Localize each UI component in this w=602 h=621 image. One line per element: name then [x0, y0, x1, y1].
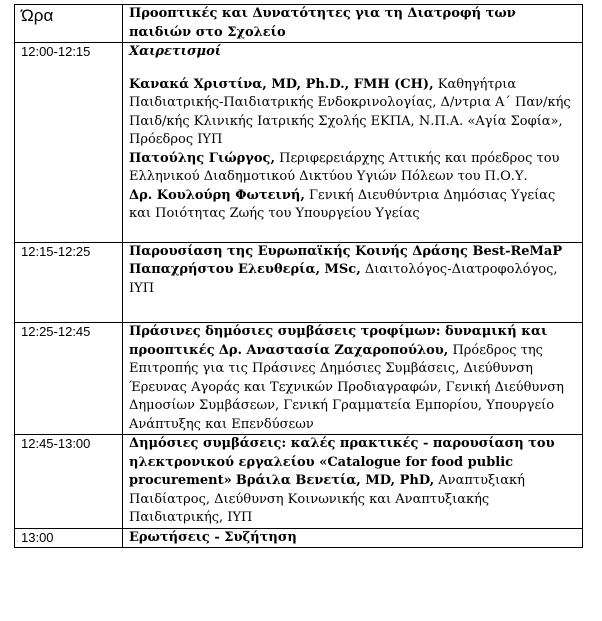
- content-cell: [123, 528, 583, 548]
- speaker-name: Δρ. Κουλούρη Φωτεινή,: [129, 187, 305, 203]
- speaker-entry: [129, 261, 578, 322]
- content-cell: [123, 43, 583, 243]
- content-cell: [123, 323, 583, 435]
- item-title: Δημόσιες συμβάσεις: καλές πρακτικές - παρουσίαση του ηλεκτρονικού εργαλείου «Catalogue for food public procurement»: [129, 436, 555, 488]
- item-title: Χαιρετισμοί: [129, 44, 222, 59]
- item-title: Παρουσίαση της Ευρωπαϊκής Κοινής Δράσης Best-ReMaP: [129, 243, 563, 259]
- session-title: [123, 5, 583, 43]
- speaker-entry: [129, 76, 578, 150]
- table-row: [15, 323, 583, 435]
- speaker-name: Κανακά Χριστίνα, MD, Ph.D., FMH (CH),: [129, 76, 434, 92]
- speaker-entry: [129, 187, 578, 242]
- item-entry: [129, 435, 578, 528]
- speaker-name: Παπαχρήστου Ελευθερία, MSc,: [129, 262, 361, 277]
- table-row: [15, 43, 583, 243]
- speaker-entry: [129, 150, 578, 187]
- speaker-role: Καθηγήτρια Παιδιατρικής-Παιδιατρικής Ενδοκρινολογίας, Δ/ντρια Α΄ Παν/κής Παιδ/κής Κλινικής Ιατρικής Σχολής ΕΚΠΑ, Ν.Π.Α. «Αγία Σοφία», Πρόεδρος ΙΥΠ: [129, 76, 571, 147]
- program-page: [14, 4, 582, 548]
- time-cell: 12:00-12:15: [15, 43, 123, 243]
- content-cell: [123, 435, 583, 529]
- time-cell: 12:25-12:45: [15, 323, 123, 435]
- speaker-name: Πατούλης Γιώργος,: [129, 150, 275, 166]
- content-cell: [123, 242, 583, 323]
- speaker-name: Βράιλα Βενετία, MD, PhD,: [235, 473, 435, 488]
- speaker-role: Περιφερειάρχης Αττικής και πρόεδρος του Ελληνικού Διαδημοτικού Δικτύου Υγιών Πόλεων του Π.Ο.Υ.: [129, 150, 560, 184]
- time-cell: 13:00: [15, 528, 123, 548]
- time-cell: 12:15-12:25: [15, 242, 123, 323]
- speaker-role: Αναπτυξιακή Παιδίατρος, Διεύθυνση Κοινωνικής και Αναπτυξιακής Παιδιατρικής, ΙΥΠ: [129, 473, 525, 525]
- session-title-text: Προοπτικές και Δυνατότητες για τη Διατροφή των παιδιών στο Σχολείο: [129, 6, 516, 40]
- table-row: [15, 242, 583, 323]
- speaker-role: Πρόεδρος της Επιτροπής για τις Πράσινες Δημόσιες Συμβάσεις, Διεύθυνση Έρευνας Αγοράς και Τεχνικών Προδιαγραφών, Γενική Διεύθυνση Δημοσίων Συμβάσεων, Γενική Γραμματεία Εμπορίου, Υπουργείο Ανάπτυξης και Επενδύσεων: [129, 342, 564, 432]
- item-title: Ερωτήσεις - Συζήτηση: [129, 529, 297, 545]
- table-header-row: [15, 5, 583, 43]
- item-title: Πράσινες δημόσιες συμβάσεις τροφίμων: δυναμική και προοπτικές: [129, 324, 548, 358]
- time-cell: 12:45-13:00: [15, 435, 123, 529]
- program-table: [14, 4, 583, 548]
- item-entry: [129, 323, 578, 434]
- table-row: [15, 435, 583, 529]
- table-row: [15, 528, 583, 548]
- speaker-role: Διαιτολόγος-Διατροφολόγος, ΙΥΠ: [129, 262, 558, 296]
- time-header: Ώρα: [15, 5, 123, 43]
- speaker-role: Γενική Διευθύντρια Δημόσιας Υγείας και Ποιότητας Ζωής του Υπουργείου Υγείας: [129, 187, 556, 221]
- speaker-name: Δρ. Αναστασία Ζαχαροπούλου,: [218, 342, 449, 358]
